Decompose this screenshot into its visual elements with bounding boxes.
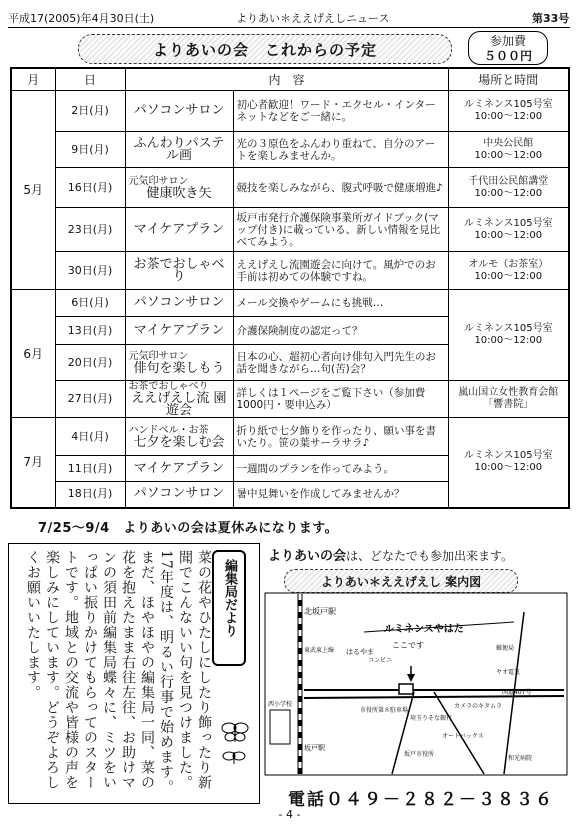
place-name: ルミネンス105号室 bbox=[463, 217, 553, 229]
place-cell bbox=[448, 168, 569, 208]
month-cell: 7月 bbox=[11, 418, 55, 508]
table-row bbox=[11, 381, 569, 418]
camera-label: カメラのキタムラ bbox=[454, 703, 502, 710]
event-cell bbox=[125, 168, 233, 208]
event-name: マイケアプラン bbox=[133, 322, 225, 338]
place-name: 中央公民館 bbox=[483, 137, 534, 149]
desc-cell: 坂戸市発行介護保険事業所ガイドブック(マップ付き)に載っている、新しい情報を見比べてみよう。 bbox=[233, 208, 448, 252]
page-number: - 4 - bbox=[278, 808, 301, 821]
desc-cell: 光の３原色をふんわり重ねて、自分のアートを楽しみませんか。 bbox=[233, 132, 448, 168]
place-time: 10:00～12:00 bbox=[474, 111, 543, 122]
table-header-row bbox=[11, 68, 569, 91]
lumi-label: ルミネンスやはた bbox=[384, 624, 464, 635]
event-cell bbox=[125, 290, 233, 317]
day-cell: 20日(月) bbox=[55, 345, 125, 381]
event-cell bbox=[125, 208, 233, 252]
butterfly-icon bbox=[220, 718, 250, 768]
place-name: 千代田公民館講堂 bbox=[468, 175, 549, 187]
table-row bbox=[11, 290, 569, 317]
fee-amount: ５００円 bbox=[483, 49, 532, 63]
autobacs-label: オートバックス bbox=[442, 733, 484, 740]
desc-cell: 競技を楽しみながら、腹式呼吸で健康増進♪ bbox=[233, 168, 448, 208]
desc-cell: 介護保険制度の認定って？ bbox=[233, 317, 448, 345]
schedule-table bbox=[10, 67, 570, 509]
day-cell: 2日(月) bbox=[55, 91, 125, 132]
event-name: 健康吹き矢 bbox=[146, 185, 212, 201]
month-cell: 6月 bbox=[11, 290, 55, 418]
editor-heading-box bbox=[212, 550, 246, 666]
place-cell: 嵐山国立女性教育会館「響書院」 bbox=[448, 381, 569, 418]
table-row bbox=[11, 252, 569, 290]
open-to-all-note bbox=[268, 545, 513, 564]
summer-break-note: 7/25～9/4 よりあいの会は夏休みになります。 bbox=[38, 521, 339, 536]
place-cell bbox=[448, 418, 569, 508]
route-label: 国道407号 bbox=[502, 689, 532, 696]
event-cell bbox=[125, 456, 233, 482]
day-cell: 9日(月) bbox=[55, 132, 125, 168]
school-marker bbox=[270, 710, 290, 744]
table-row bbox=[11, 132, 569, 168]
newsletter-name: よりあい＊ええげえしニュース bbox=[236, 12, 390, 25]
rail-label: 東武東上線 bbox=[304, 647, 335, 654]
table-row bbox=[11, 91, 569, 132]
map-banner bbox=[284, 569, 518, 593]
station-label: 北坂戸駅 bbox=[304, 607, 336, 616]
event-name: マイケアプラン bbox=[133, 221, 225, 237]
event-cell bbox=[125, 252, 233, 290]
table-row bbox=[11, 208, 569, 252]
place-time: 10:00～12:00 bbox=[474, 149, 543, 161]
place-cell bbox=[448, 252, 569, 290]
place-name: ルミネンス105号室 bbox=[463, 450, 553, 462]
event-cell bbox=[125, 91, 233, 132]
table-row bbox=[11, 418, 569, 456]
event-cell bbox=[125, 381, 233, 418]
schedule-banner bbox=[78, 34, 452, 64]
day-cell: 11日(月) bbox=[55, 456, 125, 482]
parking-label: 市役所第８駐車場 bbox=[360, 707, 409, 714]
editor-body: 菜の花やひたしにしたり飾ったり新聞でこんないい句を見つけました。17年度は、明るい行事で始めます。まだ、ほやほやの編集局一同、菜の花を抱えたまま右往左往、お助けマンの須田前編集局蝶々に、ミツをいっぱい振りかけてもらってのスタートです。地域との交流や皆様の声を楽しみにしています。どうぞよろしくお願いいたします。 bbox=[25, 550, 212, 795]
event-cell bbox=[125, 418, 233, 456]
day-cell: 18日(月) bbox=[55, 482, 125, 508]
map-title: よりあい＊ええげえし 案内図 bbox=[320, 575, 482, 589]
schedule-title: よりあいの会 これからの予定 bbox=[152, 41, 377, 59]
event-cell bbox=[125, 132, 233, 168]
event-sub: お茶でおしゃべり bbox=[128, 381, 209, 392]
desc-cell: 日本の心、超初心者向け俳句入門先生のお話を聞きながら…句(苦)会？ bbox=[233, 345, 448, 381]
group-name: よりあいの会 bbox=[268, 549, 347, 564]
day-cell: 27日(月) bbox=[55, 381, 125, 418]
desc-cell: 暑中見舞いを作成してみませんか？ bbox=[233, 482, 448, 508]
month-cell: 5月 bbox=[11, 91, 55, 290]
event-name: ええげえし流 園遊会 bbox=[131, 391, 227, 418]
day-cell: 30日(月) bbox=[55, 252, 125, 290]
conveni-label: コンビニ bbox=[368, 657, 393, 664]
place-cell bbox=[448, 132, 569, 168]
day-cell: 16日(月) bbox=[55, 168, 125, 208]
desc-cell: メール交換やゲームにも挑戦… bbox=[233, 290, 448, 317]
open-to-all-text: は、どなたでも参加出来ます。 bbox=[346, 549, 514, 563]
event-name: パソコンサロン bbox=[133, 486, 225, 502]
place-cell bbox=[448, 290, 569, 381]
post-label: 郵便局 bbox=[496, 645, 515, 652]
sakado-station-label: 坂戸駅 bbox=[304, 744, 325, 752]
access-map bbox=[264, 592, 568, 776]
fee-box bbox=[468, 31, 548, 65]
desc-cell: ええげえし流園遊会に向けて。風炉でのお手前は初めての体験ですね。 bbox=[233, 252, 448, 290]
day-cell: 13日(月) bbox=[55, 317, 125, 345]
issue-number: 第33号 bbox=[532, 12, 570, 25]
lumi-building-marker bbox=[399, 684, 413, 694]
desc-cell: 初心者歓迎！ワード・エクセル・インターネットなどをご一緒に。 bbox=[233, 91, 448, 132]
editor-heading: 編集局だより bbox=[222, 559, 237, 637]
event-sub: 元気印サロン bbox=[128, 175, 189, 187]
here-label: ここです bbox=[392, 641, 424, 650]
place-name: ルミネンス105号室 bbox=[463, 323, 553, 334]
issue-date: 平成17(2005)年4月30日(土) bbox=[8, 12, 155, 25]
col-place: 場所と時間 bbox=[448, 68, 569, 91]
hospital-label: 和光病院 bbox=[508, 755, 533, 762]
place-name: オルモ（お茶室） bbox=[468, 258, 549, 270]
place-time: 10:00～12:00 bbox=[474, 229, 543, 241]
place-time: 10:00～12:00 bbox=[474, 462, 543, 474]
day-cell: 6日(月) bbox=[55, 290, 125, 317]
place-time: 10:00～12:00 bbox=[474, 270, 543, 282]
event-name: お茶でおしゃべり bbox=[133, 256, 225, 284]
event-sub: ハンドベル・お茶 bbox=[128, 424, 209, 436]
cityhall-label: 坂戸市役所 bbox=[404, 751, 435, 758]
col-month: 月 bbox=[11, 68, 55, 91]
place-cell bbox=[448, 208, 569, 252]
place-name: ルミネンス105号室 bbox=[463, 99, 553, 110]
desc-cell: 一週間のプランを作ってみよう。 bbox=[233, 456, 448, 482]
event-cell bbox=[125, 482, 233, 508]
electric-label: ヤオ電気 bbox=[496, 669, 521, 676]
bank-label: 埼玉りそな銀行 bbox=[410, 715, 453, 722]
desc-cell: 詳しくは１ページをご覧下さい（参加費1000円・要申込み） bbox=[233, 381, 448, 418]
desc-cell: 折り紙で七夕飾りを作ったり、願い事を書いたり。笹の葉サーラサラ♪ bbox=[233, 418, 448, 456]
event-name: 俳句を楽しもう bbox=[133, 360, 225, 376]
place-time: 10:00～12:00 bbox=[474, 187, 543, 199]
day-cell: 4日(月) bbox=[55, 418, 125, 456]
shop-label: はるやま bbox=[346, 648, 374, 656]
col-content: 内 容 bbox=[125, 68, 448, 91]
event-name: ふんわりパステル画 bbox=[133, 135, 225, 163]
day-cell: 23日(月) bbox=[55, 208, 125, 252]
event-name: マイケアプラン bbox=[133, 460, 225, 476]
header-rule bbox=[8, 27, 570, 28]
school-label: 西小学校 bbox=[268, 701, 293, 708]
event-name: 七夕を楽しむ会 bbox=[133, 434, 225, 450]
table-row bbox=[11, 168, 569, 208]
event-name: パソコンサロン bbox=[133, 103, 225, 118]
col-day: 日 bbox=[55, 68, 125, 91]
place-cell bbox=[448, 91, 569, 132]
event-sub: 元気印サロン bbox=[128, 350, 189, 362]
fee-label: 参加費 bbox=[489, 34, 526, 48]
event-cell bbox=[125, 317, 233, 345]
place-time: 10:00～12:00 bbox=[474, 335, 543, 346]
event-name: パソコンサロン bbox=[133, 295, 225, 310]
event-cell bbox=[125, 345, 233, 381]
phone-number: 電話０４９－２８２－３８３６ bbox=[288, 790, 554, 810]
